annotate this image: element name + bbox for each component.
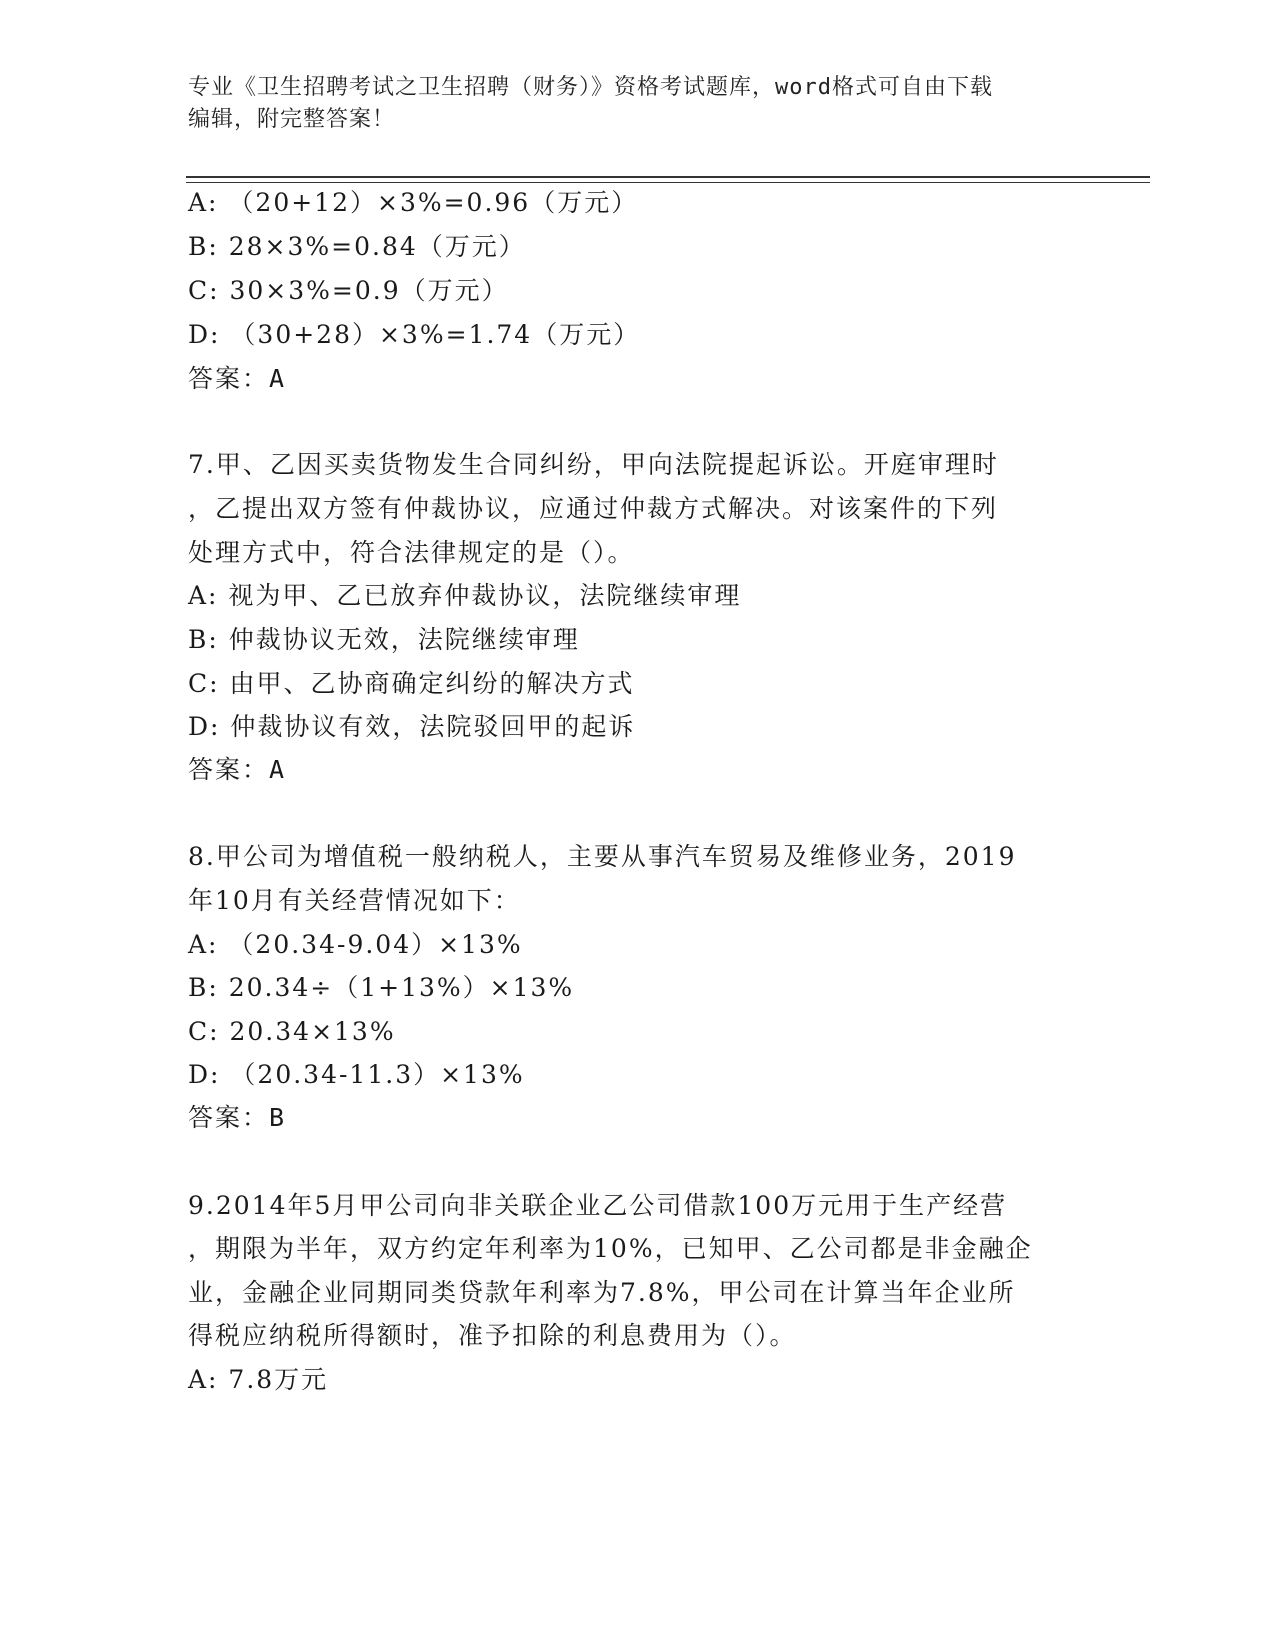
q9-stem-line-2: ，期限为半年，双方约定年利率为10%，已知甲、乙公司都是非金融企 (188, 1234, 1033, 1263)
q6-answer: 答案：A (188, 364, 287, 393)
header-line-1: 专业《卫生招聘考试之卫生招聘（财务）》资格考试题库，word格式可自由下载 (188, 75, 993, 100)
q7-stem-line-2: ，乙提出双方签有仲裁协议，应通过仲裁方式解决。对该案件的下列 (188, 494, 999, 523)
q8-option-b: B: 20.34÷（1+13%）×13% (188, 973, 575, 1002)
q8-option-c: C: 20.34×13% (188, 1017, 396, 1046)
q9-stem-line-3: 业，金融企业同期同类贷款年利率为7.8%，甲公司在计算当年企业所 (188, 1278, 1016, 1307)
q6-option-b: B: 28×3%=0.84（万元） (188, 232, 526, 261)
q7-option-a: A: 视为甲、乙已放弃仲裁协议，法院继续审理 (188, 581, 742, 610)
q9-stem-line-1: 9.2014年5月甲公司向非关联企业乙公司借款100万元用于生产经营 (188, 1191, 1008, 1220)
q8-answer: 答案：B (188, 1103, 287, 1132)
q6-option-a: A: （20+12）×3%=0.96（万元） (188, 188, 639, 217)
header-divider (186, 176, 1150, 178)
q7-option-b: B: 仲裁协议无效，法院继续审理 (188, 625, 580, 654)
q9-stem-line-4: 得税应纳税所得额时，准予扣除的利息费用为（）。 (188, 1321, 797, 1350)
q8-stem-line-1: 8.甲公司为增值税一般纳税人，主要从事汽车贸易及维修业务，2019 (188, 842, 1017, 871)
q8-option-a: A: （20.34-9.04）×13% (188, 930, 523, 959)
q8-option-d: D: （20.34-11.3）×13% (188, 1060, 525, 1089)
q7-answer: 答案：A (188, 755, 287, 784)
header-divider-thin (186, 182, 1150, 183)
q9-option-a: A: 7.8万元 (188, 1365, 329, 1394)
q7-stem-line-1: 7.甲、乙因买卖货物发生合同纠纷，甲向法院提起诉讼。开庭审理时 (188, 450, 999, 479)
q6-option-c: C: 30×3%=0.9（万元） (188, 276, 509, 305)
q7-option-c: C: 由甲、乙协商确定纠纷的解决方式 (188, 669, 635, 698)
q7-option-d: D: 仲裁协议有效，法院驳回甲的起诉 (188, 712, 636, 741)
header-line-2: 编辑，附完整答案！ (188, 107, 396, 132)
q6-option-d: D: （30+28）×3%=1.74（万元） (188, 320, 641, 349)
q7-stem-line-3: 处理方式中，符合法律规定的是（）。 (188, 538, 635, 567)
document-header (188, 72, 1088, 136)
q8-stem-line-2: 年10月有关经营情况如下： (188, 886, 521, 915)
